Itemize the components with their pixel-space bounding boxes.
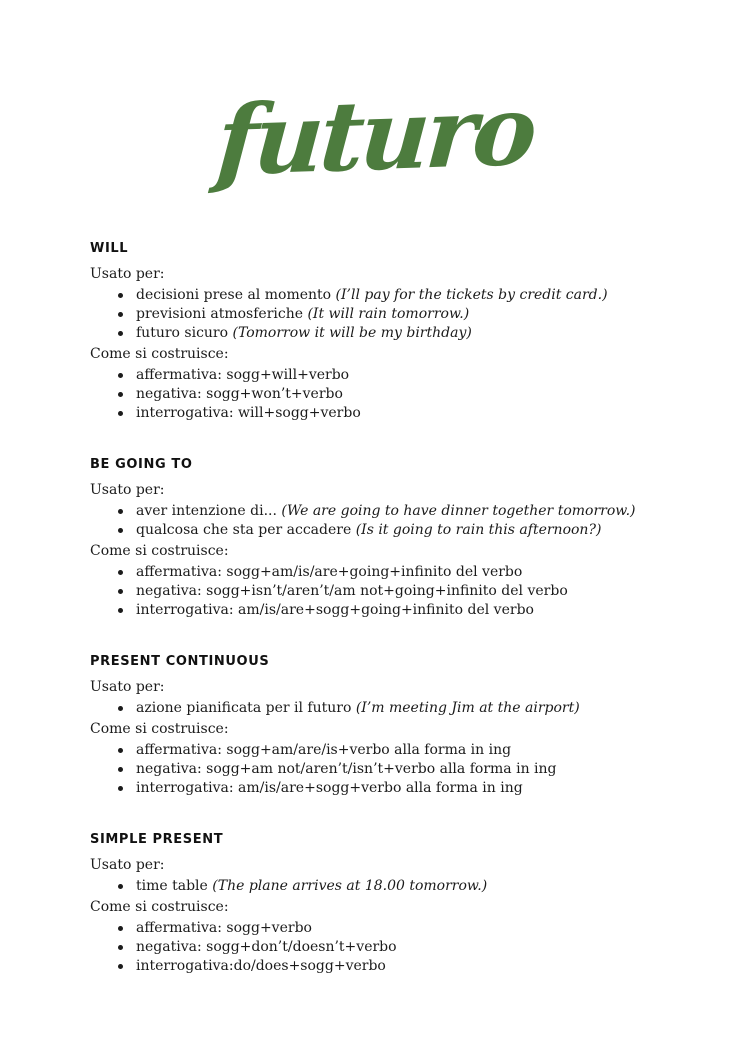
usage-item-example: (I’m meeting Jim at the airport)	[355, 700, 580, 716]
usage-list	[90, 286, 660, 343]
construction-item: negativa: sogg+don’t/doesn’t+verbo	[118, 938, 660, 957]
section-will	[90, 241, 660, 423]
construction-list	[90, 741, 660, 798]
usage-item-text: time table	[136, 878, 213, 894]
section-heading: WILL	[90, 241, 129, 256]
usage-label: Usato per:	[90, 679, 165, 695]
usage-item-example: (It will rain tomorrow.)	[307, 306, 470, 322]
construction-item: interrogativa:do/does+sogg+verbo	[118, 957, 660, 976]
usage-item	[118, 324, 660, 343]
usage-item-text: futuro sicuro	[136, 325, 233, 341]
usage-item-example: (Is it going to rain this afternoon?)	[355, 522, 602, 538]
construction-label: Come si costruisce:	[90, 899, 229, 915]
usage-label: Usato per:	[90, 266, 165, 282]
section-be-going-to	[90, 457, 660, 620]
construction-item: affermativa: sogg+will+verbo	[118, 366, 660, 385]
construction-item: negativa: sogg+am not/aren’t/isn’t+verbo alla forma in ing	[118, 760, 660, 779]
usage-item	[118, 877, 660, 896]
sections-container	[90, 241, 660, 976]
construction-label: Come si costruisce:	[90, 346, 229, 362]
construction-item: negativa: sogg+won’t+verbo	[118, 385, 660, 404]
construction-item: affermativa: sogg+verbo	[118, 919, 660, 938]
title-block	[90, 73, 660, 203]
usage-item-text: qualcosa che sta per accadere	[136, 522, 356, 538]
usage-item	[118, 521, 660, 540]
construction-item: interrogativa: will+sogg+verbo	[118, 404, 660, 423]
section-heading: PRESENT CONTINUOUS	[90, 654, 270, 669]
usage-item-example: (I’ll pay for the tickets by credit card.)	[335, 287, 608, 303]
usage-list	[90, 502, 660, 540]
usage-item-example: (Tomorrow it will be my birthday)	[232, 325, 472, 341]
usage-item	[118, 305, 660, 324]
section-heading: SIMPLE PRESENT	[90, 832, 224, 847]
construction-list	[90, 366, 660, 423]
page-title: futuro	[213, 73, 537, 198]
usage-list	[90, 877, 660, 896]
construction-item: interrogativa: am/is/are+sogg+verbo alla forma in ing	[118, 779, 660, 798]
usage-item-example: (We are going to have dinner together tomorrow.)	[281, 503, 636, 519]
section-heading: BE GOING TO	[90, 457, 193, 472]
construction-item: negativa: sogg+isn’t/aren’t/am not+going+infinito del verbo	[118, 582, 660, 601]
construction-list	[90, 563, 660, 620]
usage-item	[118, 502, 660, 521]
usage-item-text: decisioni prese al momento	[136, 287, 336, 303]
section-present-continuous	[90, 654, 660, 798]
usage-item	[118, 699, 660, 718]
usage-list	[90, 699, 660, 718]
construction-label: Come si costruisce:	[90, 721, 229, 737]
usage-item-text: aver intenzione di...	[136, 503, 282, 519]
construction-item: affermativa: sogg+am/is/are+going+infinito del verbo	[118, 563, 660, 582]
construction-item: affermativa: sogg+am/are/is+verbo alla forma in ing	[118, 741, 660, 760]
construction-item: interrogativa: am/is/are+sogg+going+infinito del verbo	[118, 601, 660, 620]
construction-list	[90, 919, 660, 976]
usage-item-text: azione pianificata per il futuro	[136, 700, 356, 716]
usage-label: Usato per:	[90, 482, 165, 498]
section-simple-present	[90, 832, 660, 976]
usage-item-text: previsioni atmosferiche	[136, 306, 308, 322]
construction-label: Come si costruisce:	[90, 543, 229, 559]
usage-item-example: (The plane arrives at 18.00 tomorrow.)	[212, 878, 488, 894]
usage-label: Usato per:	[90, 857, 165, 873]
usage-item	[118, 286, 660, 305]
